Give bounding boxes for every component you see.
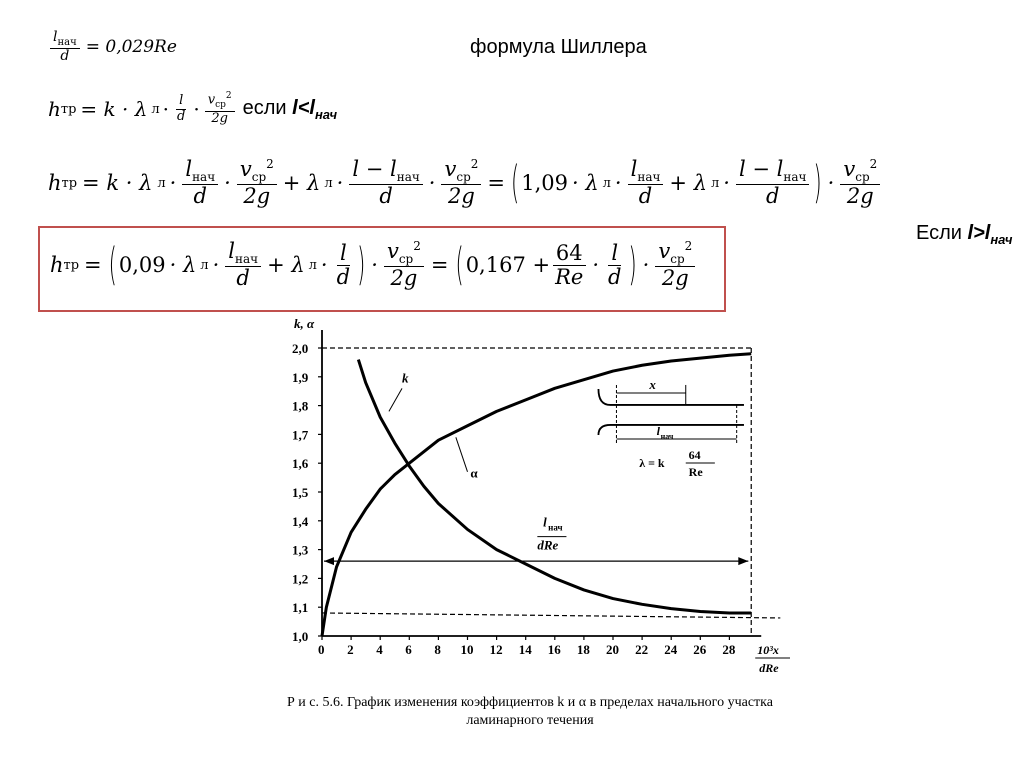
inset-formula: λ = k: [639, 455, 665, 470]
x-tick-label: 18: [576, 642, 590, 657]
chart-k-alpha: [270, 318, 790, 688]
schiller-label: формула Шиллера: [470, 36, 647, 58]
x-tick-label: 26: [693, 642, 707, 657]
lnach-den: dRe: [537, 537, 559, 553]
series-k-line: [358, 360, 751, 613]
series-alpha-leader: [456, 437, 468, 472]
y-tick-label: 1,2: [292, 571, 309, 587]
x-tick-label: 8: [434, 642, 441, 657]
caption-line-2: ламинарного течения: [466, 712, 594, 728]
inset-64: 64: [688, 447, 701, 462]
y-tick-label: 1,0: [292, 629, 309, 644]
series-alpha-label: α: [470, 465, 478, 481]
x-tick-label: 16: [547, 642, 561, 657]
inset-re: Re: [688, 464, 703, 479]
y-tick-label: 1,1: [292, 600, 309, 616]
y-tick-label: 1,7: [292, 427, 309, 443]
inset-lnach-label: l: [656, 423, 660, 438]
y-tick-label: 1,5: [292, 485, 309, 500]
formula1-rhs: = 0,029Re: [85, 37, 177, 58]
y-tick-label: 1,9: [292, 369, 309, 385]
x-axis-label-den: dRe: [759, 661, 779, 675]
inset-pipe-top: [598, 389, 744, 405]
x-tick-label: 20: [606, 642, 619, 657]
x-tick-label: 22: [635, 642, 649, 657]
figure-caption: [200, 694, 860, 729]
y-tick-label: 2,0: [292, 341, 309, 356]
y-tick-label: 1,3: [292, 542, 309, 558]
lnach-arrow-head-left: [324, 557, 334, 565]
condition-long: Если $l>l_{нач}$: [916, 222, 1013, 247]
x-tick-label: 24: [664, 642, 678, 657]
caption-line-1: Р и с. 5.6. График изменения коэффициентов k и α в пределах начального участка: [287, 695, 773, 710]
series-k-label: k: [402, 370, 409, 386]
lnach-num: l: [543, 514, 547, 530]
y-tick-label: 1,6: [292, 456, 309, 472]
x-tick-label: 28: [722, 642, 736, 657]
lnach-sub: нач: [548, 522, 563, 533]
y-tick-label: 1,4: [292, 513, 309, 529]
guide-1-08: [322, 613, 780, 618]
y-axis-label: k, α: [294, 318, 315, 331]
formula-entrance-length: $\frac{l_{нач}}{d}$ = 0,029Re: [48, 30, 177, 64]
inset-x-label: x: [649, 376, 656, 392]
x-tick-label: 6: [405, 642, 412, 657]
lnach-arrow-head-right: [738, 557, 748, 565]
x-axis-label: 10³x: [757, 643, 779, 657]
formula-friction-final: h тр = ( 0,09 · λ л · $\frac{l_{нач}}{d}$ + λ л · $\frac{l}{d}$ ) · $\frac{v_{ср}^2}{2g}$ = ( 0,167 + $\frac{64}{Re}$ · $\frac{l}{d}$ ) · $\frac{v_{ср}^2}{2g}$: [50, 240, 697, 290]
formula-friction-short: h тр = k · λ л · $\frac{l}{d}$ · $\frac{v_{ср}^2}{2g}$ если $l<l_{нач}$: [48, 91, 338, 126]
formula-friction-long: h тр = k · λ л · $\frac{l_{нач}}{d}$ · $\frac{v_{ср}^2}{2g}$ + λ л · $\frac{l - l_{нач}}{d}$ · $\frac{v_{ср}^2}{2g}$ = ( 1,09 · λ л · $\frac{l_{нач}}{d}$ + λ л · $\frac{l - l_{нач}}{d}$ ) · $\frac{v_{ср}^2}{2g}$: [48, 158, 882, 208]
x-tick-label: 0: [318, 642, 325, 657]
series-k-leader: [389, 388, 402, 411]
inset-lnach-sub: нач: [660, 431, 674, 441]
x-tick-label: 14: [518, 642, 532, 657]
series-alpha-line: [322, 354, 751, 636]
x-tick-label: 12: [489, 642, 503, 657]
x-tick-label: 2: [347, 642, 354, 657]
x-tick-label: 4: [376, 642, 383, 657]
condition-short: если $l<l_{нач}$: [242, 96, 338, 122]
y-tick-label: 1,8: [292, 398, 309, 414]
x-tick-label: 10: [460, 642, 474, 657]
